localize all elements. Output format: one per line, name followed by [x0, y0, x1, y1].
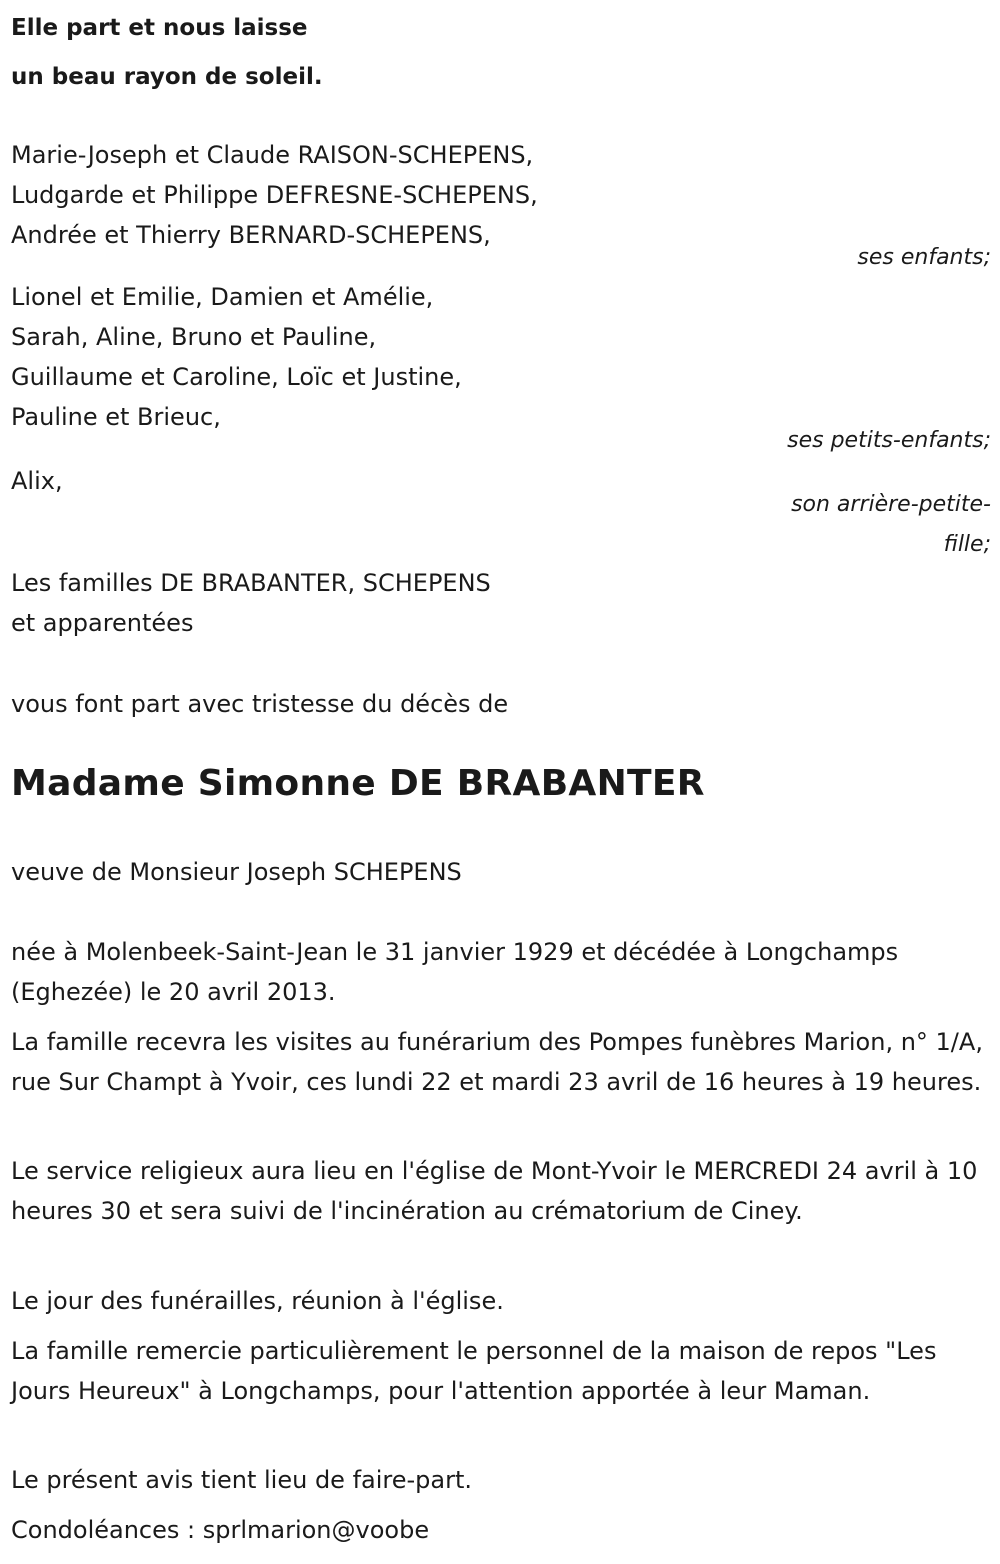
grandchildren-role: ses petits-enfants; — [787, 428, 991, 453]
families-line-2: et apparentées — [11, 609, 194, 637]
paragraph-service: Le service religieux aura lieu en l'église de Mont-Yvoir le MERCREDI 24 avril à 10 heures 30 et sera suivi de l'incinération au crématorium de Ciney. — [11, 1157, 978, 1225]
paragraph-thanks: La famille remercie particulièrement le personnel de la maison de repos "Les Jours Heureux" à Longchamps, pour l'attention apportée à leur Maman. — [11, 1337, 937, 1405]
paragraph-visits: La famille recevra les visites au funérarium des Pompes funèbres Marion, n° 1/A, rue Sur Champt à Yvoir, ces lundi 22 et mardi 23 avril de 16 heures à 19 heures. — [11, 1028, 983, 1096]
grandchildren-name-4: Pauline et Brieuc, — [11, 403, 221, 431]
children-name-3: Andrée et Thierry BERNARD-SCHEPENS, — [11, 221, 491, 249]
children-name-2: Ludgarde et Philippe DEFRESNE-SCHEPENS, — [11, 181, 538, 209]
deceased-name: Madame Simonne DE BRABANTER — [11, 763, 705, 804]
announcement: vous font part avec tristesse du décès de — [11, 690, 509, 718]
grandchildren-name-1: Lionel et Emilie, Damien et Amélie, — [11, 283, 434, 311]
great-grandchild-role-line-1: son arrière-petite- — [791, 492, 991, 517]
epigraph-line-1: Elle part et nous laisse — [11, 15, 308, 41]
great-grandchild-role-line-2: fille; — [943, 532, 991, 557]
children-name-1: Marie-Joseph et Claude RAISON-SCHEPENS, — [11, 141, 534, 169]
widow-of: veuve de Monsieur Joseph SCHEPENS — [11, 858, 462, 886]
paragraph-birth-death: née à Molenbeek-Saint-Jean le 31 janvier 1929 et décédée à Longchamps (Eghezée) le 20 avril 2013. — [11, 938, 899, 1006]
families-line-1: Les familles DE BRABANTER, SCHEPENS — [11, 569, 491, 597]
grandchildren-name-2: Sarah, Aline, Bruno et Pauline, — [11, 323, 377, 351]
epigraph-line-2: un beau rayon de soleil. — [11, 64, 323, 90]
grandchildren-name-3: Guillaume et Caroline, Loïc et Justine, — [11, 363, 462, 391]
paragraph-meeting: Le jour des funérailles, réunion à l'église. — [11, 1287, 504, 1315]
paragraph-notice: Le présent avis tient lieu de faire-part. — [11, 1466, 473, 1494]
children-role: ses enfants; — [857, 245, 991, 270]
great-grandchild-name: Alix, — [11, 467, 63, 495]
paragraph-condolences: Condoléances : sprlmarion@voobe — [11, 1516, 430, 1544]
